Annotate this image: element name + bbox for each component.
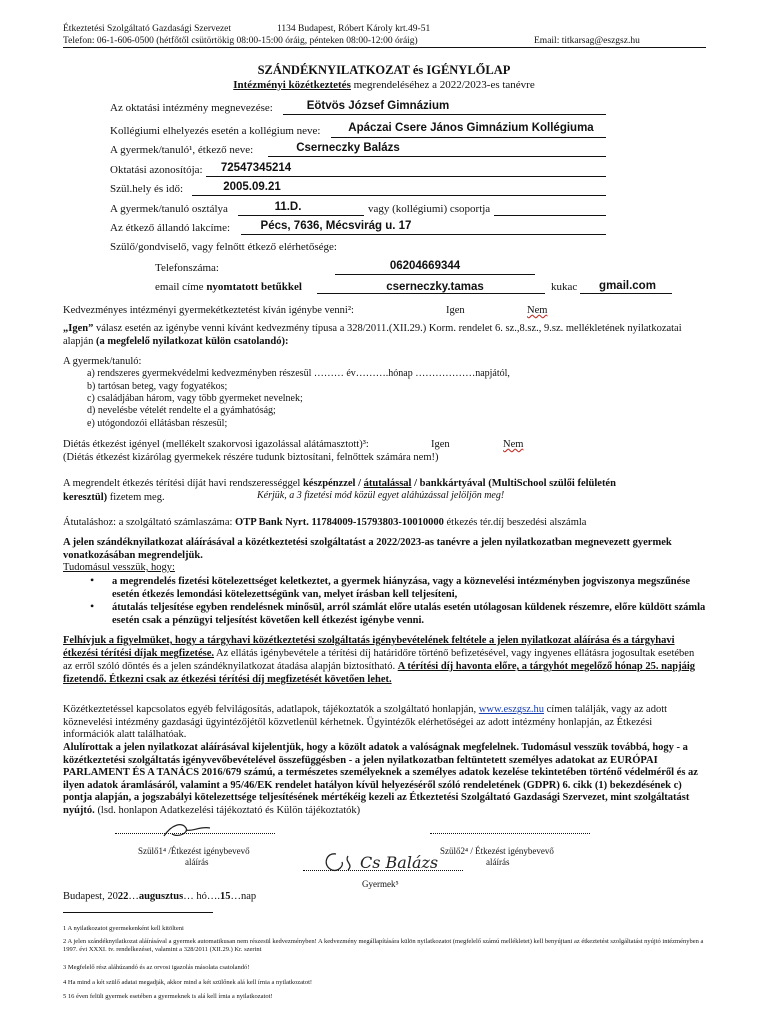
- phone-line: [335, 274, 535, 275]
- institution-label: Az oktatási intézmény megnevezése:: [110, 102, 273, 114]
- form-title: SZÁNDÉKNYILATKOZAT és IGÉNYLŐLAP: [257, 63, 511, 77]
- birth-value[interactable]: 2005.09.21: [223, 181, 281, 193]
- discount-item-e: e) utógondozói ellátásban részesül;: [87, 418, 228, 429]
- dorm-label: Kollégiumi elhelyezés esetén a kollégium neve:: [110, 125, 321, 137]
- discount-yes[interactable]: Igen: [446, 305, 465, 316]
- declaration-ack: Tudomásul vesszük, hogy:: [63, 562, 175, 573]
- discount-item-a: a) rendszeres gyermekvédelmi kedvezményben részesül ……… év……….hónap ………………napjától,: [87, 368, 510, 379]
- date-day[interactable]: 15: [219, 891, 231, 902]
- email-label-pre: email címe: [155, 281, 207, 293]
- diet-yes[interactable]: Igen: [431, 439, 450, 450]
- notice-bold-2: A térítési díj havonta előre, a tárgyhót megelőző hónap 25. napjáig fizetendő. Étkezni csak az étkezési térítési díj megfizetését követően lehet.: [63, 661, 695, 685]
- email-user-line: [317, 293, 545, 294]
- email-user-value[interactable]: cserneczky.tamas: [386, 281, 484, 293]
- institution-value[interactable]: Eötvös József Gimnázium: [306, 100, 450, 112]
- date-mid2: … hó….: [183, 891, 220, 902]
- payment-cash[interactable]: készpénzzel: [302, 478, 356, 489]
- website-link[interactable]: www.eszgsz.hu: [478, 704, 545, 715]
- date-year[interactable]: 22: [117, 891, 129, 902]
- declaration-bullet-2: átutalás teljesítése egyben rendelésnek minősül, arról számlát előre utalás esetén utólagosan küldenek részemre, előre küldött számla esetén csak a pénzügyi teljesítést követően kell étkezést igénybe venni.: [112, 602, 706, 626]
- class-value[interactable]: 11.D.: [274, 201, 302, 213]
- payment-line2-rest: fizetem meg.: [107, 491, 165, 503]
- date-month[interactable]: augusztus: [138, 891, 184, 902]
- account-number: OTP Bank Nyrt. 11784009-15793803-10010000: [235, 517, 444, 528]
- account-line: [63, 517, 586, 528]
- parent1-caption: Szülő1⁴ /Étkezést igénybevevő: [138, 846, 250, 856]
- date-post: …nap: [230, 891, 257, 902]
- email-domain-line: [580, 293, 672, 294]
- payment-instruction: Kérjük, a 3 fizetési mód közül egyet aláhúzással jelöljön meg!: [257, 490, 505, 501]
- payment-pre: A megrendelt étkezés térítési díját havi rendszerességgel: [63, 478, 303, 489]
- discount-no[interactable]: Nem: [527, 305, 548, 316]
- child-signature: [318, 846, 439, 876]
- discount-para-text: válasz esetén az igénybe venni kívánt kedvezmény típusa a 328/2011.(XII.29.) Korm. rendelet 6. sz.,8.sz., 9.sz. mellékletének nyilatkozatai alapján: [63, 323, 682, 347]
- notice-paragraph: [63, 634, 706, 686]
- gdpr-paragraph: [63, 742, 706, 818]
- class-line: [238, 215, 364, 216]
- notice-normal: Az ellátás igénybevétele a térítési díj határidőre történő befizetésével, vagy ingyenes ellátásra jogosultak esetében az erről szóló döntés és a jelen szándéknyilatkozat átadása alapján biztosítható.: [63, 648, 695, 672]
- group-label: vagy (kollégiumi) csoportja: [368, 203, 491, 215]
- subtitle-rest: megrendeléséhez a 2022/2023-es tanévre: [350, 79, 535, 91]
- declaration-bullet-1: a megrendelés fizetési kötelezettséget keletkeztet, a gyermek hiányzása, vagy a köznevelési intézményben jogviszonya megszűnése esetén étkezés lemondási kötelezettségünk van, melyet írásban kell teljesíteni,: [112, 576, 691, 600]
- form-subtitle: [0, 79, 768, 91]
- birth-label: Szül.hely és idő:: [110, 183, 184, 195]
- date-pre: Budapest, 20: [63, 891, 118, 902]
- date-mid: …: [128, 891, 139, 902]
- footnote-1: 1 A nyilatkozatot gyermekenként kell kitölteni: [63, 925, 184, 932]
- discount-paragraph: [63, 322, 706, 348]
- notice-bold-1: Felhívjuk a figyelmüket, hogy a tárgyhavi közétkeztetési szolgáltatás igénybevételének feltétele a jelen nyilatkozat aláírása és a tárgyhavi étkezési térítési díjak megfizetése.: [63, 635, 675, 659]
- parent1-caption-sub: aláírás: [185, 857, 209, 867]
- date-line: [63, 891, 256, 902]
- info-pre: Közétkeztetéssel kapcsolatos egyéb felvilágosítás, adatlapok, tájékoztatók a szolgáltató honlapján,: [63, 704, 479, 715]
- child-intro: A gyermek/tanuló:: [63, 356, 142, 367]
- discount-item-c: c) családjában három, vagy több gyermeket nevelnek;: [87, 393, 303, 404]
- bullet-dot-1: •: [90, 573, 95, 587]
- discount-item-d: d) nevelésbe vételét rendelte el a gyámhatóság;: [87, 405, 276, 416]
- child-caption: Gyermek⁵: [362, 879, 399, 889]
- edu-id-value[interactable]: 72547345214: [220, 162, 292, 174]
- guardian-label: Szülő/gondviselő, vagy felnőtt étkező elérhetősége:: [110, 241, 337, 253]
- footnote-2: 2 A jelen szándéknyilatkozat aláírásával a gyermek automatikusan nem részesül kedvezményben! A kedvezmény megállapítására külön nyilatkozatot (megfelelő számú mellékletet) kell benyújtani az étkeztetést szolgáltatást nyújtó intézményben a 1997. évi XXXI. tv. rendelkezései, valamint a 328/2011 (XII.29.) Kr. szerint: [63, 938, 704, 953]
- header-rule: [63, 47, 706, 48]
- bullet-dot-2: •: [90, 599, 95, 613]
- payment-card[interactable]: / bankkártyával (MultiSchool szülői felületén: [411, 478, 616, 489]
- group-line: [494, 215, 606, 216]
- edu-id-label: Oktatási azonosítója:: [110, 164, 203, 176]
- footnote-rule: [63, 912, 213, 913]
- payment-card-tail: keresztül): [63, 491, 108, 503]
- gdpr-tail: (lsd. honlapon Adatkezelési tájékoztató és Külön tájékoztatók): [94, 804, 361, 816]
- address-label: Az étkező állandó lakcíme:: [110, 222, 231, 234]
- header-phone: Telefon: 06-1-606-0500 (hétfőtől csütörtökig 08:00-15:00 óráig, pénteken 08:00-12:00 óráig): [63, 36, 418, 46]
- child-name-line: [268, 156, 606, 157]
- email-at-label: kukac: [551, 281, 578, 293]
- footnote-5: 5 16 éven felüli gyermek esetében a gyermeknek is alá kell írnia a nyilatkozatot!: [63, 993, 273, 1000]
- discount-item-b: b) tartósan beteg, vagy fogyatékos;: [87, 381, 228, 392]
- parent2-dotline: [430, 833, 590, 834]
- diet-no[interactable]: Nem: [503, 439, 524, 450]
- phone-value[interactable]: 06204669344: [389, 260, 461, 272]
- address-line: [241, 234, 606, 235]
- info-post: címen találják, vagy az adott köznevelési intézmény gazdasági ügyintézőjétől közvetlenül kérhetnek. Ügyintézők elérhetőségei az adott intézmény honlapján, az Étkezési információk alatt találhatóak.: [63, 704, 668, 740]
- parent1-signature: [160, 818, 220, 844]
- parent2-caption: Szülő2⁴ / Étkezést igénybevevő: [440, 846, 554, 856]
- gdpr-bold: Alulírottak a jelen nyilatkozat aláírásával kijelentjük, hogy a közölt adatok a valóságnak megfelelnek. Tudomásul vesszük továbbá, hogy - a közétkeztetési szolgáltatás igényvevőbevételével összefüggésben - a jelen nyilatkozatban feltüntetett személyes adatokat az EURÓPAI PARLAMENT ÉS A TANÁCS 2016/679 számú, a természetes személyeknek a személyes adatok kezelése tekintetében történő védelméről és az ilyen adatok áramlásáról, valamint a 95/46/EK rendelet hatályon kívül helyezéséről szóló rendeletének (GDPR) 6. cikk (1) bekezdésének c) pontja alapján, a jogszabályi kötelezettsége teljesítésének mértékéig kezeli az Étkeztetési Szolgáltató Gazdasági Szervezet, mint szolgáltatást nyújtó.: [63, 742, 698, 816]
- footnote-4: 4 Ha mind a két szülő adatai megadják, akkor mind a két szülőnek alá kell írnia a nyilatkozatot!: [63, 979, 313, 986]
- class-label: A gyermek/tanuló osztálya: [110, 203, 228, 215]
- info-paragraph: [63, 704, 706, 742]
- child-name-label: A gyermek/tanuló¹, étkező neve:: [110, 144, 254, 156]
- footnote-3: 3 Megfelelő rész aláhúzandó és az orvosi igazolás másolata csatolandó!: [63, 964, 250, 971]
- address-value[interactable]: Pécs, 7636, Mécsvirág u. 17: [260, 220, 412, 232]
- declaration-paragraph: A jelen szándéknyilatkozat aláírásával a közétkeztetési szolgáltatást a 2022/2023-as tanévre a jelen nyilatkozatban megnevezett gyermek vonatkozásában megrendeljük.: [63, 537, 672, 561]
- account-pre: Átutaláshoz: a szolgáltató számlaszáma:: [63, 517, 236, 528]
- discount-para-tail: (a megfelelő nyilatkozat külön csatolandó):: [95, 336, 289, 347]
- edu-id-line: [206, 176, 606, 177]
- account-post: étkezés tér.díj beszedési alszámla: [443, 517, 587, 528]
- email-label: [155, 281, 302, 293]
- birth-line: [192, 195, 606, 196]
- phone-label: Telefonszáma:: [155, 262, 219, 274]
- dorm-value[interactable]: Apáczai Csere János Gimnázium Kollégiuma: [348, 122, 594, 134]
- institution-line: [283, 114, 606, 115]
- dorm-line: [331, 137, 606, 138]
- payment-transfer[interactable]: átutalással: [363, 478, 412, 489]
- email-label-bold: nyomtatott betűkkel: [206, 281, 302, 293]
- discount-question: Kedvezményes intézményi gyermekétkeztetést kíván igénybe venni²:: [63, 305, 354, 316]
- child-signature-text: Cs Balázs: [360, 853, 439, 872]
- diet-question: Diétás étkezést igényel (mellékelt szakorvosi igazolással alátámasztott)³:: [63, 439, 369, 450]
- email-domain-value[interactable]: gmail.com: [599, 280, 656, 292]
- header-email: Email: titkarsag@eszgsz.hu: [534, 36, 640, 46]
- diet-note: (Diétás étkezést kizárólag gyermekek részére tudunk biztosítani, felnőttek számára nem!): [63, 452, 439, 463]
- header-org: Étkeztetési Szolgáltató Gazdasági Szervezet: [63, 24, 232, 34]
- child-name-value[interactable]: Cserneczky Balázs: [296, 142, 400, 154]
- subtitle-bold: Intézményi közétkeztetés: [233, 79, 351, 91]
- payment-sep1: /: [355, 478, 364, 489]
- header-address: 1134 Budapest, Róbert Károly krt.49-51: [277, 24, 431, 34]
- discount-para-yes: „Igen”: [63, 323, 94, 334]
- parent2-caption-sub: aláírás: [486, 857, 510, 867]
